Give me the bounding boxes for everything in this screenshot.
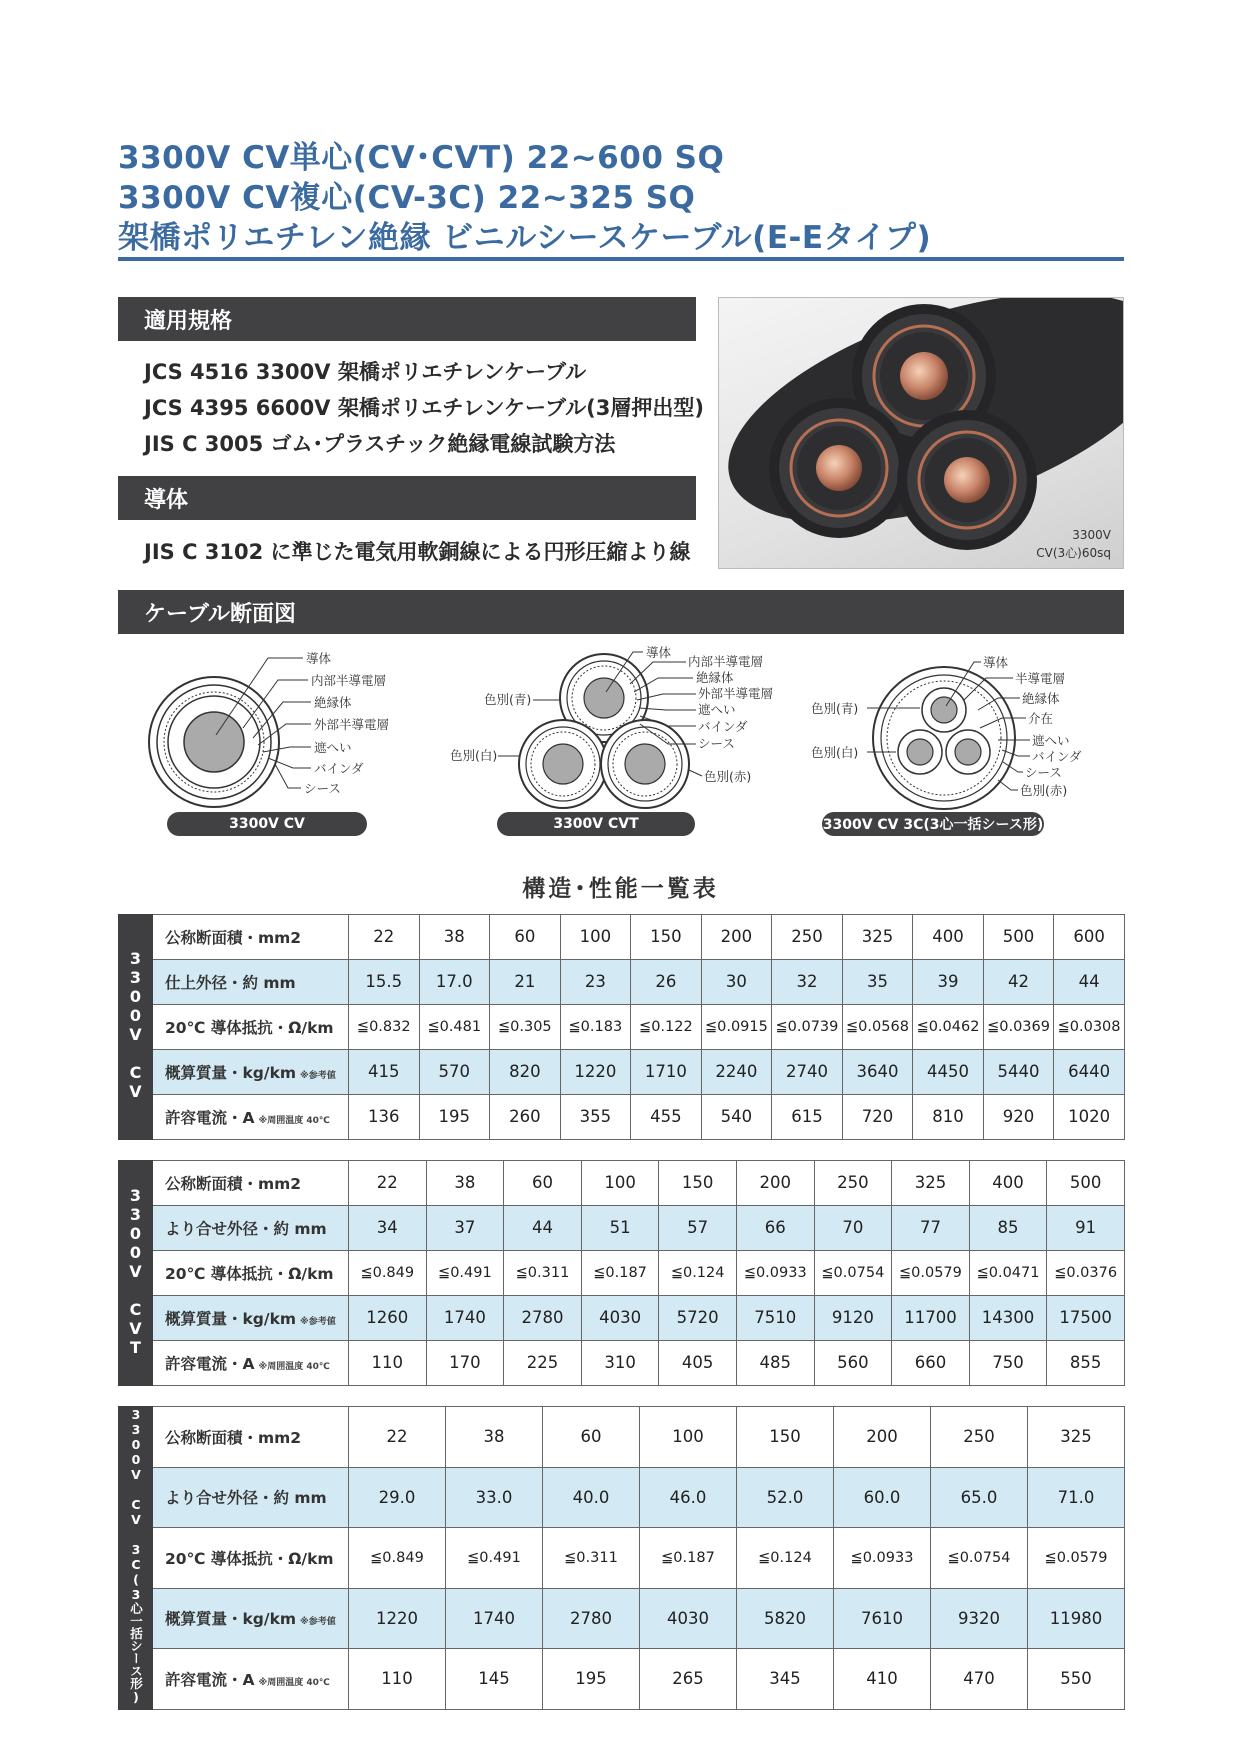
table-cell: ≦0.0933 xyxy=(834,1528,931,1589)
row-label-text: 許容電流・A xyxy=(165,1108,255,1127)
row-label xyxy=(153,1528,349,1589)
table-cell: 4030 xyxy=(581,1295,659,1340)
table-cell: ≦0.491 xyxy=(426,1250,504,1295)
table-row xyxy=(119,959,1125,1004)
table-cell: ≦0.305 xyxy=(490,1004,561,1049)
row-label-text: 20℃ 導体抵抗・Ω/km xyxy=(165,1264,334,1283)
cvt-color-label: 色別(青) xyxy=(484,692,532,707)
table-cell: ≦0.0579 xyxy=(1028,1528,1125,1589)
row-label xyxy=(153,1467,349,1528)
table-cell: 150 xyxy=(659,1161,737,1206)
row-note: ※周囲温度 40℃ xyxy=(258,1361,330,1372)
row-label xyxy=(153,1407,349,1468)
table-row xyxy=(119,1161,1125,1206)
row-label-text: 許容電流・A xyxy=(165,1354,255,1373)
cv3c-color-label: 色別(青) xyxy=(811,701,859,716)
row-note: ※参考値 xyxy=(300,1617,336,1628)
table-cell: 70 xyxy=(814,1205,892,1250)
table-row xyxy=(119,1407,1125,1468)
table-cell: 5720 xyxy=(659,1295,737,1340)
table-cell: 1220 xyxy=(349,1588,446,1649)
table-side-text: 3300V CV 3C(3心一括シース形) xyxy=(128,1407,144,1705)
table-cell: 355 xyxy=(560,1094,631,1139)
spec-table-cvt xyxy=(118,1160,1125,1386)
table-cell: 65.0 xyxy=(931,1467,1028,1528)
table-row xyxy=(119,1094,1125,1139)
table-cell: 14300 xyxy=(969,1295,1047,1340)
cv3c-label: 介在 xyxy=(1028,711,1054,726)
standard-item: JCS 4516 3300V 架橋ポリエチレンケーブル xyxy=(144,360,587,384)
table-cell: ≦0.0568 xyxy=(842,1004,913,1049)
row-label-text: 概算質量・kg/km xyxy=(165,1610,297,1629)
table-cell: 22 xyxy=(349,915,420,960)
table-cell: ≦0.0739 xyxy=(772,1004,843,1049)
table-row xyxy=(119,1588,1125,1649)
row-label xyxy=(153,1250,349,1295)
row-label xyxy=(153,1295,349,1340)
cvt-label: 外部半導電層 xyxy=(698,686,774,701)
cable-photo xyxy=(718,297,1124,569)
cvt-label: 導体 xyxy=(646,645,672,660)
table-cell: 60 xyxy=(504,1161,582,1206)
table-cell: 2780 xyxy=(504,1295,582,1340)
table-cell: ≦0.183 xyxy=(560,1004,631,1049)
table-cell: 600 xyxy=(1054,915,1125,960)
table-cell: 22 xyxy=(349,1161,427,1206)
table-cell: 33.0 xyxy=(446,1467,543,1528)
standards-heading: 適用規格 xyxy=(118,297,696,341)
table-cell: 30 xyxy=(701,959,772,1004)
row-label xyxy=(153,1049,349,1094)
row-label-text: 20℃ 導体抵抗・Ω/km xyxy=(165,1549,334,1568)
table-cell: 1740 xyxy=(446,1588,543,1649)
row-label-text: 概算質量・kg/km xyxy=(165,1309,297,1328)
row-label-text: 概算質量・kg/km xyxy=(165,1063,297,1082)
table-side-text: 3300V CVT xyxy=(126,1185,145,1357)
row-label-text: 仕上外径・約 mm xyxy=(165,973,296,992)
table-cell: 1220 xyxy=(560,1049,631,1094)
table-cell: 26 xyxy=(631,959,702,1004)
table-cell: ≦0.0579 xyxy=(892,1250,970,1295)
spec-table-cv3c xyxy=(118,1406,1125,1710)
cv-label: 絶縁体 xyxy=(314,695,352,710)
table-cell: 44 xyxy=(504,1205,582,1250)
table-cell: 5820 xyxy=(737,1588,834,1649)
cvt-color-label: 色別(赤) xyxy=(704,769,752,784)
table-cell: ≦0.311 xyxy=(504,1250,582,1295)
table-cell: 405 xyxy=(659,1340,737,1385)
table-side-text: 3300V CV xyxy=(126,949,145,1101)
cv-diagram xyxy=(149,658,311,807)
table-cell: 4030 xyxy=(640,1588,737,1649)
table-cell: 200 xyxy=(834,1407,931,1468)
row-note: ※参考値 xyxy=(300,1316,336,1327)
cross-section-heading: ケーブル断面図 xyxy=(118,590,1124,634)
table-cell: 38 xyxy=(446,1407,543,1468)
cv-label: バインダ xyxy=(314,761,364,776)
table-cell: 11700 xyxy=(892,1295,970,1340)
table-cell: 560 xyxy=(814,1340,892,1385)
table-cell: 310 xyxy=(581,1340,659,1385)
table-cell: 38 xyxy=(426,1161,504,1206)
table-cell: 415 xyxy=(349,1049,420,1094)
row-note: ※周囲温度 40℃ xyxy=(258,1115,330,1126)
cvt-label: 絶縁体 xyxy=(696,670,734,685)
cv-label: シース xyxy=(304,781,341,796)
spec-table-cv xyxy=(118,914,1125,1140)
row-label-text: 公称断面積・mm2 xyxy=(165,1428,302,1447)
table-cell: ≦0.849 xyxy=(349,1528,446,1589)
row-note: ※周囲温度 40℃ xyxy=(258,1677,330,1688)
table-cell: 500 xyxy=(983,915,1054,960)
table-cell: 325 xyxy=(1028,1407,1125,1468)
cvt-diagram-name: 3300V CVT xyxy=(497,812,695,836)
cross-section-diagrams xyxy=(118,640,1124,840)
table-cell: 66 xyxy=(736,1205,814,1250)
table-cell: 1740 xyxy=(426,1295,504,1340)
table-cell: 500 xyxy=(1047,1161,1125,1206)
table-side-label xyxy=(119,915,153,1140)
table-cell: 170 xyxy=(426,1340,504,1385)
table-cell: 485 xyxy=(736,1340,814,1385)
photo-caption-1: 3300V xyxy=(1072,528,1111,542)
table-cell: 195 xyxy=(543,1649,640,1710)
row-label-text: 公称断面積・mm2 xyxy=(165,1174,302,1193)
row-label-text: 20℃ 導体抵抗・Ω/km xyxy=(165,1018,334,1037)
table-cell: 34 xyxy=(349,1205,427,1250)
table-cell: 720 xyxy=(842,1094,913,1139)
table-cell: 325 xyxy=(892,1161,970,1206)
standard-item: JCS 4395 6600V 架橋ポリエチレンケーブル(3層押出型) xyxy=(144,396,704,420)
title-line-2: 3300V CV複心(CV-3C) 22~325 SQ xyxy=(118,180,696,216)
table-cell: 145 xyxy=(446,1649,543,1710)
table-cell: 42 xyxy=(983,959,1054,1004)
table-cell: ≦0.832 xyxy=(349,1004,420,1049)
table-cell: 23 xyxy=(560,959,631,1004)
row-note: ※参考値 xyxy=(300,1070,336,1081)
photo-caption-2: CV(3心)60sq xyxy=(1036,546,1111,560)
table-cell: 540 xyxy=(701,1094,772,1139)
cv-label: 外部半導電層 xyxy=(314,717,390,732)
table-cell: 51 xyxy=(581,1205,659,1250)
table-cell: 2740 xyxy=(772,1049,843,1094)
table-cell: 100 xyxy=(640,1407,737,1468)
table-cell: 17.0 xyxy=(419,959,490,1004)
table-cell: 9320 xyxy=(931,1588,1028,1649)
table-cell: ≦0.187 xyxy=(640,1528,737,1589)
table-cell: 22 xyxy=(349,1407,446,1468)
table-cell: ≦0.0754 xyxy=(931,1528,1028,1589)
row-label xyxy=(153,1161,349,1206)
table-cell: ≦0.0915 xyxy=(701,1004,772,1049)
table-cell: 29.0 xyxy=(349,1467,446,1528)
row-label xyxy=(153,959,349,1004)
table-cell: 455 xyxy=(631,1094,702,1139)
table-cell: 1020 xyxy=(1054,1094,1125,1139)
row-label xyxy=(153,1340,349,1385)
title-rule xyxy=(118,257,1124,261)
cv-label: 導体 xyxy=(306,651,332,666)
cv-label: 遮へい xyxy=(314,740,352,755)
table-cell: 44 xyxy=(1054,959,1125,1004)
row-label xyxy=(153,1205,349,1250)
row-label-text: より合せ外径・約 mm xyxy=(165,1489,327,1508)
conductor-text: JIS C 3102 に準じた電気用軟銅線による円形圧縮より線 xyxy=(144,540,691,564)
table-cell: ≦0.187 xyxy=(581,1250,659,1295)
table-cell: 136 xyxy=(349,1094,420,1139)
table-cell: 11980 xyxy=(1028,1588,1125,1649)
table-row xyxy=(119,1340,1125,1385)
table-cell: 100 xyxy=(560,915,631,960)
table-cell: 9120 xyxy=(814,1295,892,1340)
table-cell: ≦0.311 xyxy=(543,1528,640,1589)
table-cell: 71.0 xyxy=(1028,1467,1125,1528)
table-cell: 410 xyxy=(834,1649,931,1710)
table-cell: 1260 xyxy=(349,1295,427,1340)
table-cell: 32 xyxy=(772,959,843,1004)
table-cell: 52.0 xyxy=(737,1467,834,1528)
table-cell: ≦0.849 xyxy=(349,1250,427,1295)
table-cell: 17500 xyxy=(1047,1295,1125,1340)
table-cell: 40.0 xyxy=(543,1467,640,1528)
table-cell: 38 xyxy=(419,915,490,960)
table-cell: 195 xyxy=(419,1094,490,1139)
table-cell: 400 xyxy=(913,915,984,960)
table-cell: 550 xyxy=(1028,1649,1125,1710)
table-cell: 6440 xyxy=(1054,1049,1125,1094)
cv-label: 内部半導電層 xyxy=(311,673,387,688)
table-cell: 810 xyxy=(913,1094,984,1139)
cv3c-diagram xyxy=(867,662,1030,809)
cv3c-label: 導体 xyxy=(983,655,1009,670)
title-line-3: 架橋ポリエチレン絶縁 ビニルシースケーブル(E-Eタイプ) xyxy=(118,220,932,256)
table-cell: ≦0.122 xyxy=(631,1004,702,1049)
table-cell: 660 xyxy=(892,1340,970,1385)
table-row xyxy=(119,1049,1125,1094)
cv3c-color-label: 色別(白) xyxy=(811,745,859,760)
table-cell: 7510 xyxy=(736,1295,814,1340)
cv3c-diagram-name: 3300V CV 3C(3心一括シース形) xyxy=(822,812,1044,836)
table-row xyxy=(119,1205,1125,1250)
table-cell: 39 xyxy=(913,959,984,1004)
table-cell: 250 xyxy=(814,1161,892,1206)
table-cell: 470 xyxy=(931,1649,1028,1710)
cvt-color-label: 色別(白) xyxy=(450,748,498,763)
cv3c-label: バインダ xyxy=(1032,749,1082,764)
conductor-heading: 導体 xyxy=(118,476,696,520)
table-cell: ≦0.481 xyxy=(419,1004,490,1049)
table-cell: ≦0.0471 xyxy=(969,1250,1047,1295)
table-cell: ≦0.124 xyxy=(659,1250,737,1295)
title-line-1: 3300V CV単心(CV･CVT) 22~600 SQ xyxy=(118,140,725,176)
table-row xyxy=(119,1295,1125,1340)
table-cell: ≦0.0754 xyxy=(814,1250,892,1295)
table-side-label xyxy=(119,1407,153,1710)
row-label-text: 許容電流・A xyxy=(165,1670,255,1689)
table-cell: 200 xyxy=(701,915,772,960)
standard-item: JIS C 3005 ゴム･プラスチック絶縁電線試験方法 xyxy=(144,432,616,456)
row-label xyxy=(153,1094,349,1139)
table-cell: 60.0 xyxy=(834,1467,931,1528)
cv3c-label: 半導電層 xyxy=(1015,671,1066,686)
table-cell: 2780 xyxy=(543,1588,640,1649)
cv3c-label: 絶縁体 xyxy=(1022,691,1060,706)
table-cell: 60 xyxy=(543,1407,640,1468)
cvt-label: シース xyxy=(698,736,735,751)
table-cell: 265 xyxy=(640,1649,737,1710)
row-label-text: より合せ外径・約 mm xyxy=(165,1219,327,1238)
table-cell: 91 xyxy=(1047,1205,1125,1250)
table-cell: 46.0 xyxy=(640,1467,737,1528)
table-cell: 110 xyxy=(349,1649,446,1710)
cv-diagram-name: 3300V CV xyxy=(167,812,367,836)
table-row xyxy=(119,915,1125,960)
table-cell: 1710 xyxy=(631,1049,702,1094)
table-cell: 820 xyxy=(490,1049,561,1094)
table-cell: ≦0.0369 xyxy=(983,1004,1054,1049)
cvt-diagram xyxy=(498,652,702,808)
row-label xyxy=(153,915,349,960)
table-cell: 260 xyxy=(490,1094,561,1139)
table-row xyxy=(119,1250,1125,1295)
table-cell: 60 xyxy=(490,915,561,960)
table-cell: 200 xyxy=(736,1161,814,1206)
table-cell: ≦0.0462 xyxy=(913,1004,984,1049)
table-cell: ≦0.491 xyxy=(446,1528,543,1589)
cable-photo-image xyxy=(719,298,1124,569)
table-cell: 615 xyxy=(772,1094,843,1139)
table-cell: 250 xyxy=(931,1407,1028,1468)
table-cell: 750 xyxy=(969,1340,1047,1385)
table-cell: ≦0.0308 xyxy=(1054,1004,1125,1049)
row-label xyxy=(153,1588,349,1649)
table-title: 構造･性能一覧表 xyxy=(522,876,719,902)
table-cell: 400 xyxy=(969,1161,1047,1206)
table-cell: 2240 xyxy=(701,1049,772,1094)
cv3c-label: シース xyxy=(1025,765,1062,780)
table-side-label xyxy=(119,1161,153,1386)
table-cell: 85 xyxy=(969,1205,1047,1250)
table-cell: 7610 xyxy=(834,1588,931,1649)
table-cell: 225 xyxy=(504,1340,582,1385)
table-row xyxy=(119,1467,1125,1528)
table-cell: ≦0.0376 xyxy=(1047,1250,1125,1295)
table-cell: 920 xyxy=(983,1094,1054,1139)
table-cell: 3640 xyxy=(842,1049,913,1094)
table-row xyxy=(119,1004,1125,1049)
table-cell: 37 xyxy=(426,1205,504,1250)
table-cell: 15.5 xyxy=(349,959,420,1004)
table-cell: 35 xyxy=(842,959,913,1004)
table-cell: 855 xyxy=(1047,1340,1125,1385)
cvt-label: 遮へい xyxy=(698,702,736,717)
table-cell: 570 xyxy=(419,1049,490,1094)
table-cell: 345 xyxy=(737,1649,834,1710)
table-cell: 150 xyxy=(737,1407,834,1468)
cv3c-label: 遮へい xyxy=(1032,733,1070,748)
table-cell: 325 xyxy=(842,915,913,960)
table-cell: 250 xyxy=(772,915,843,960)
table-cell: 150 xyxy=(631,915,702,960)
table-cell: 110 xyxy=(349,1340,427,1385)
cvt-label: バインダ xyxy=(698,719,748,734)
row-label xyxy=(153,1004,349,1049)
table-row xyxy=(119,1649,1125,1710)
table-cell: ≦0.124 xyxy=(737,1528,834,1589)
table-cell: 100 xyxy=(581,1161,659,1206)
table-cell: 4450 xyxy=(913,1049,984,1094)
cv3c-color-label: 色別(赤) xyxy=(1020,783,1068,798)
table-cell: ≦0.0933 xyxy=(736,1250,814,1295)
cvt-label: 内部半導電層 xyxy=(688,654,764,669)
table-cell: 77 xyxy=(892,1205,970,1250)
row-label-text: 公称断面積・mm2 xyxy=(165,928,302,947)
table-row xyxy=(119,1528,1125,1589)
row-label xyxy=(153,1649,349,1710)
table-cell: 21 xyxy=(490,959,561,1004)
table-cell: 57 xyxy=(659,1205,737,1250)
table-cell: 5440 xyxy=(983,1049,1054,1094)
